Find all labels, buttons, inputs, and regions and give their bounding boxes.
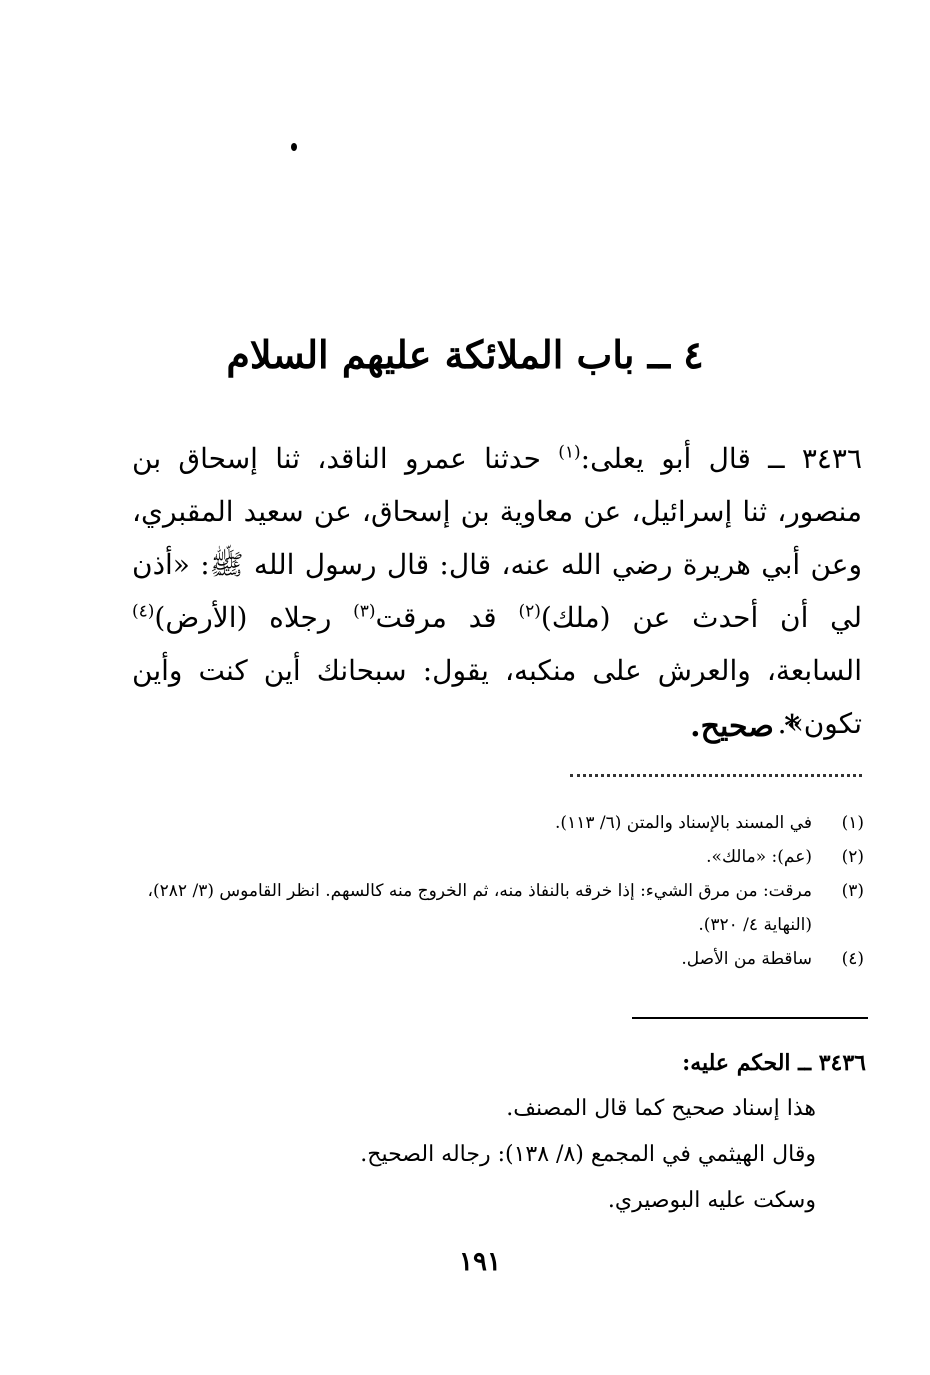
hadith-segment: السابعة، والعرش على منكبه، يقول: سبحانك أين كنت وأين تكون». <box>132 654 862 740</box>
footnote-ref-4[interactable]: (٤) <box>132 601 155 622</box>
footnote-text: (عم): «مالك». <box>706 847 812 867</box>
ink-speck <box>291 143 297 151</box>
footnote-number: (٤) <box>841 949 864 969</box>
footnote-ref-3[interactable]: (٣) <box>353 601 376 622</box>
footnotes <box>132 806 864 976</box>
page-number: ١٩١ <box>459 1247 501 1277</box>
footnote-text: ساقطة من الأصل. <box>681 949 812 969</box>
footnote-number: (٢) <box>841 847 864 867</box>
commentary-line: هذا إسناد صحيح كما قال المصنف. <box>506 1096 816 1121</box>
commentary-line: وسكت عليه البوصيري. <box>607 1188 816 1213</box>
footnote-separator <box>570 774 862 781</box>
commentary-heading: ٣٤٣٦ ــ الحكم عليه: <box>682 1050 866 1076</box>
footnote-item <box>132 942 864 976</box>
footnote-text: مرقت: من مرق الشيء: إذا خرقه بالنفاذ منه، ثم الخروج منه كالسهم. انظر القاموس (٣/ ٢٨٢)، (النهاية ٤/ ٣٢٠). <box>147 881 812 935</box>
chapter-title: ٤ ــ باب الملائكة عليهم السلام <box>226 332 704 378</box>
footnote-item <box>132 874 864 942</box>
commentary <box>200 1040 866 1224</box>
footnote-item <box>132 840 864 874</box>
hadith-segment: حدثنا عمرو الناقد، ثنا إسحاق بن منصور، ثنا إسرائيل، عن معاوية بن إسحاق، عن سعيد المقبري، وعن أبي هريرة رضي الله عنه، قال: قال رسول الله ﷺ: «أذن لي أن أحدث عن (ملك) <box>132 442 862 634</box>
hadith-segment: ٣٤٣٦ ــ قال أبو يعلى: <box>580 442 862 475</box>
footnote-text: في المسند بالإسناد والمتن (٦/ ١١٣). <box>555 813 812 833</box>
hadith-segment: قد مرقت <box>375 601 519 634</box>
footnote-number: (١) <box>841 813 864 833</box>
footnote-ref-1[interactable]: (١) <box>558 442 581 463</box>
footnote-ref-2[interactable]: (٢) <box>518 601 541 622</box>
hadith-grade: * صحيح. <box>690 709 800 744</box>
commentary-line: وقال الهيثمي في المجمع (٨/ ١٣٨): رجاله الصحيح. <box>360 1142 816 1167</box>
hadith-segment: رجلاه (الأرض) <box>154 601 354 634</box>
footnote-number: (٣) <box>841 881 864 901</box>
footnote-item <box>132 806 864 840</box>
commentary-divider <box>632 1017 868 1019</box>
